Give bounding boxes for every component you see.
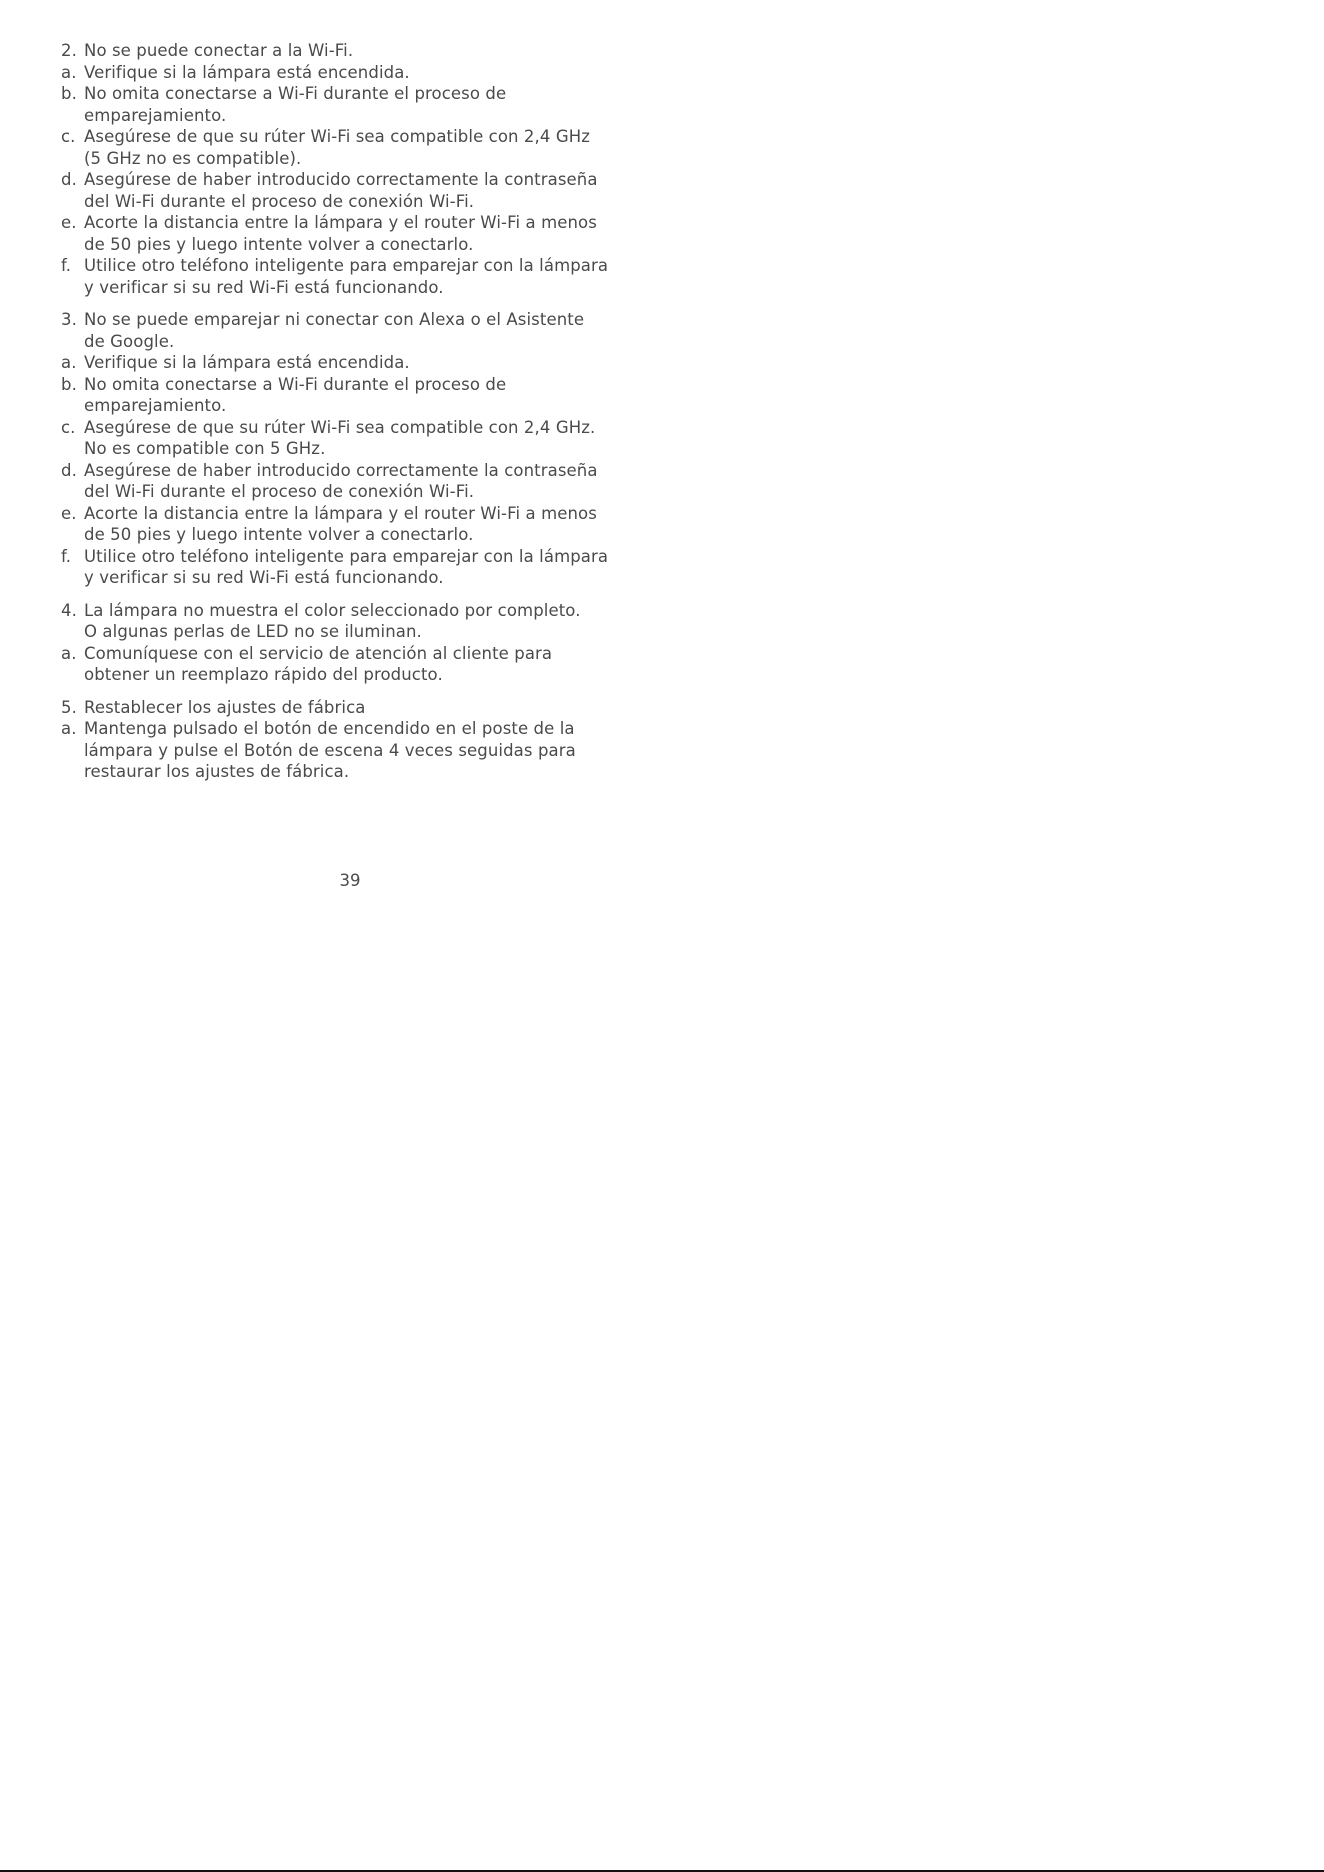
list-item-text (84, 126, 661, 169)
list-item-marker: c. (61, 417, 76, 437)
text-line: (5 GHz no es compatible). (84, 148, 302, 168)
text-line: emparejamiento. (84, 396, 227, 415)
list-item (61, 83, 661, 126)
list-item (61, 460, 661, 503)
list-item-text (84, 546, 661, 589)
list-item-marker: f. (61, 256, 72, 275)
list-item (61, 352, 661, 374)
list-item-marker: a. (61, 353, 77, 372)
list-item-text (84, 503, 661, 546)
text-line: Comuníquese con el servicio de atención al cliente para (84, 643, 553, 663)
text-line: lámpara y pulse el Botón de escena 4 veces seguidas para (84, 740, 576, 760)
section-heading-marker: 2. (61, 41, 77, 60)
list-item-text (84, 643, 661, 686)
text-line: y verificar si su red Wi-Fi está funcionando. (84, 277, 444, 297)
text-line: de 50 pies y luego intente volver a conectarlo. (84, 525, 474, 544)
troubleshooting-section (61, 697, 661, 783)
troubleshooting-section (61, 309, 661, 589)
text-line: emparejamiento. (84, 105, 227, 125)
section-heading-text (84, 697, 661, 719)
text-line: y verificar si su red Wi-Fi está funcionando. (84, 568, 444, 587)
text-line: No se puede conectar a la Wi-Fi. (84, 41, 354, 60)
troubleshooting-section (61, 600, 661, 686)
text-line: Restablecer los ajustes de fábrica (84, 697, 366, 717)
text-line: de 50 pies y luego intente volver a conectarlo. (84, 234, 474, 254)
section-heading (61, 600, 661, 643)
section-heading (61, 40, 661, 62)
list-item (61, 503, 661, 546)
list-item (61, 374, 661, 417)
text-line: Verifique si la lámpara está encendida. (84, 353, 410, 372)
list-item (61, 255, 661, 298)
list-item (61, 212, 661, 255)
list-item-marker: b. (61, 374, 77, 394)
section-heading-text (84, 40, 661, 62)
list-item-text (84, 169, 661, 212)
section-heading-text (84, 600, 661, 643)
page-number: 39 (339, 871, 361, 890)
text-line: Asegúrese de haber introducido correctamente la contraseña (84, 460, 598, 480)
section-heading-marker: 4. (61, 600, 77, 620)
list-item-text (84, 460, 661, 503)
text-line: No omita conectarse a Wi-Fi durante el proceso de (84, 84, 507, 103)
text-line: Verifique si la lámpara está encendida. (84, 62, 410, 82)
text-line: del Wi-Fi durante el proceso de conexión Wi-Fi. (84, 482, 475, 501)
list-item-text (84, 255, 661, 298)
list-item-text (84, 352, 661, 374)
text-line: O algunas perlas de LED no se iluminan. (84, 622, 422, 641)
list-item-marker: c. (61, 127, 76, 146)
section-heading (61, 309, 661, 352)
list-item-marker: b. (61, 84, 77, 103)
section-heading (61, 697, 661, 719)
text-line: No se puede emparejar ni conectar con Alexa o el Asistente (84, 310, 585, 329)
section-heading-marker: 5. (61, 697, 77, 717)
list-item-marker: e. (61, 503, 77, 523)
text-line: Acorte la distancia entre la lámpara y el router Wi-Fi a menos (84, 503, 597, 523)
list-item-marker: a. (61, 643, 77, 663)
list-item-marker: f. (61, 546, 72, 566)
text-line: Utilice otro teléfono inteligente para emparejar con la lámpara (84, 546, 609, 566)
text-line: Utilice otro teléfono inteligente para emparejar con la lámpara (84, 256, 609, 275)
text-line: Asegúrese de que su rúter Wi-Fi sea compatible con 2,4 GHz (84, 127, 590, 146)
list-item-marker: a. (61, 719, 77, 738)
text-line: obtener un reemplazo rápido del producto. (84, 665, 443, 684)
section-heading-marker: 3. (61, 310, 77, 329)
text-line: de Google. (84, 331, 175, 351)
list-item (61, 643, 661, 686)
list-item (61, 62, 661, 84)
list-item (61, 718, 661, 783)
list-item (61, 169, 661, 212)
list-item (61, 126, 661, 169)
section-heading-text (84, 309, 661, 352)
text-line: Asegúrese de haber introducido correctamente la contraseña (84, 170, 598, 189)
text-line: Mantenga pulsado el botón de encendido en el poste de la (84, 719, 575, 738)
text-line: No omita conectarse a Wi-Fi durante el proceso de (84, 374, 507, 394)
text-line: Acorte la distancia entre la lámpara y el router Wi-Fi a menos (84, 213, 597, 232)
text-line: La lámpara no muestra el color seleccionado por completo. (84, 600, 581, 620)
text-line: restaurar los ajustes de fábrica. (84, 762, 350, 781)
list-item-marker: d. (61, 170, 77, 189)
list-item-text (84, 417, 661, 460)
list-item-text (84, 212, 661, 255)
list-item-marker: d. (61, 460, 77, 480)
troubleshooting-section (61, 40, 661, 298)
text-line: del Wi-Fi durante el proceso de conexión Wi-Fi. (84, 191, 475, 211)
list-item-marker: a. (61, 62, 77, 82)
troubleshooting-list (61, 40, 661, 783)
list-item-marker: e. (61, 213, 77, 232)
list-item (61, 546, 661, 589)
list-item-text (84, 62, 661, 84)
list-item-text (84, 718, 661, 783)
list-item (61, 417, 661, 460)
list-item-text (84, 83, 661, 126)
text-line: No es compatible con 5 GHz. (84, 439, 326, 458)
text-line: Asegúrese de que su rúter Wi-Fi sea compatible con 2,4 GHz. (84, 417, 596, 437)
list-item-text (84, 374, 661, 417)
